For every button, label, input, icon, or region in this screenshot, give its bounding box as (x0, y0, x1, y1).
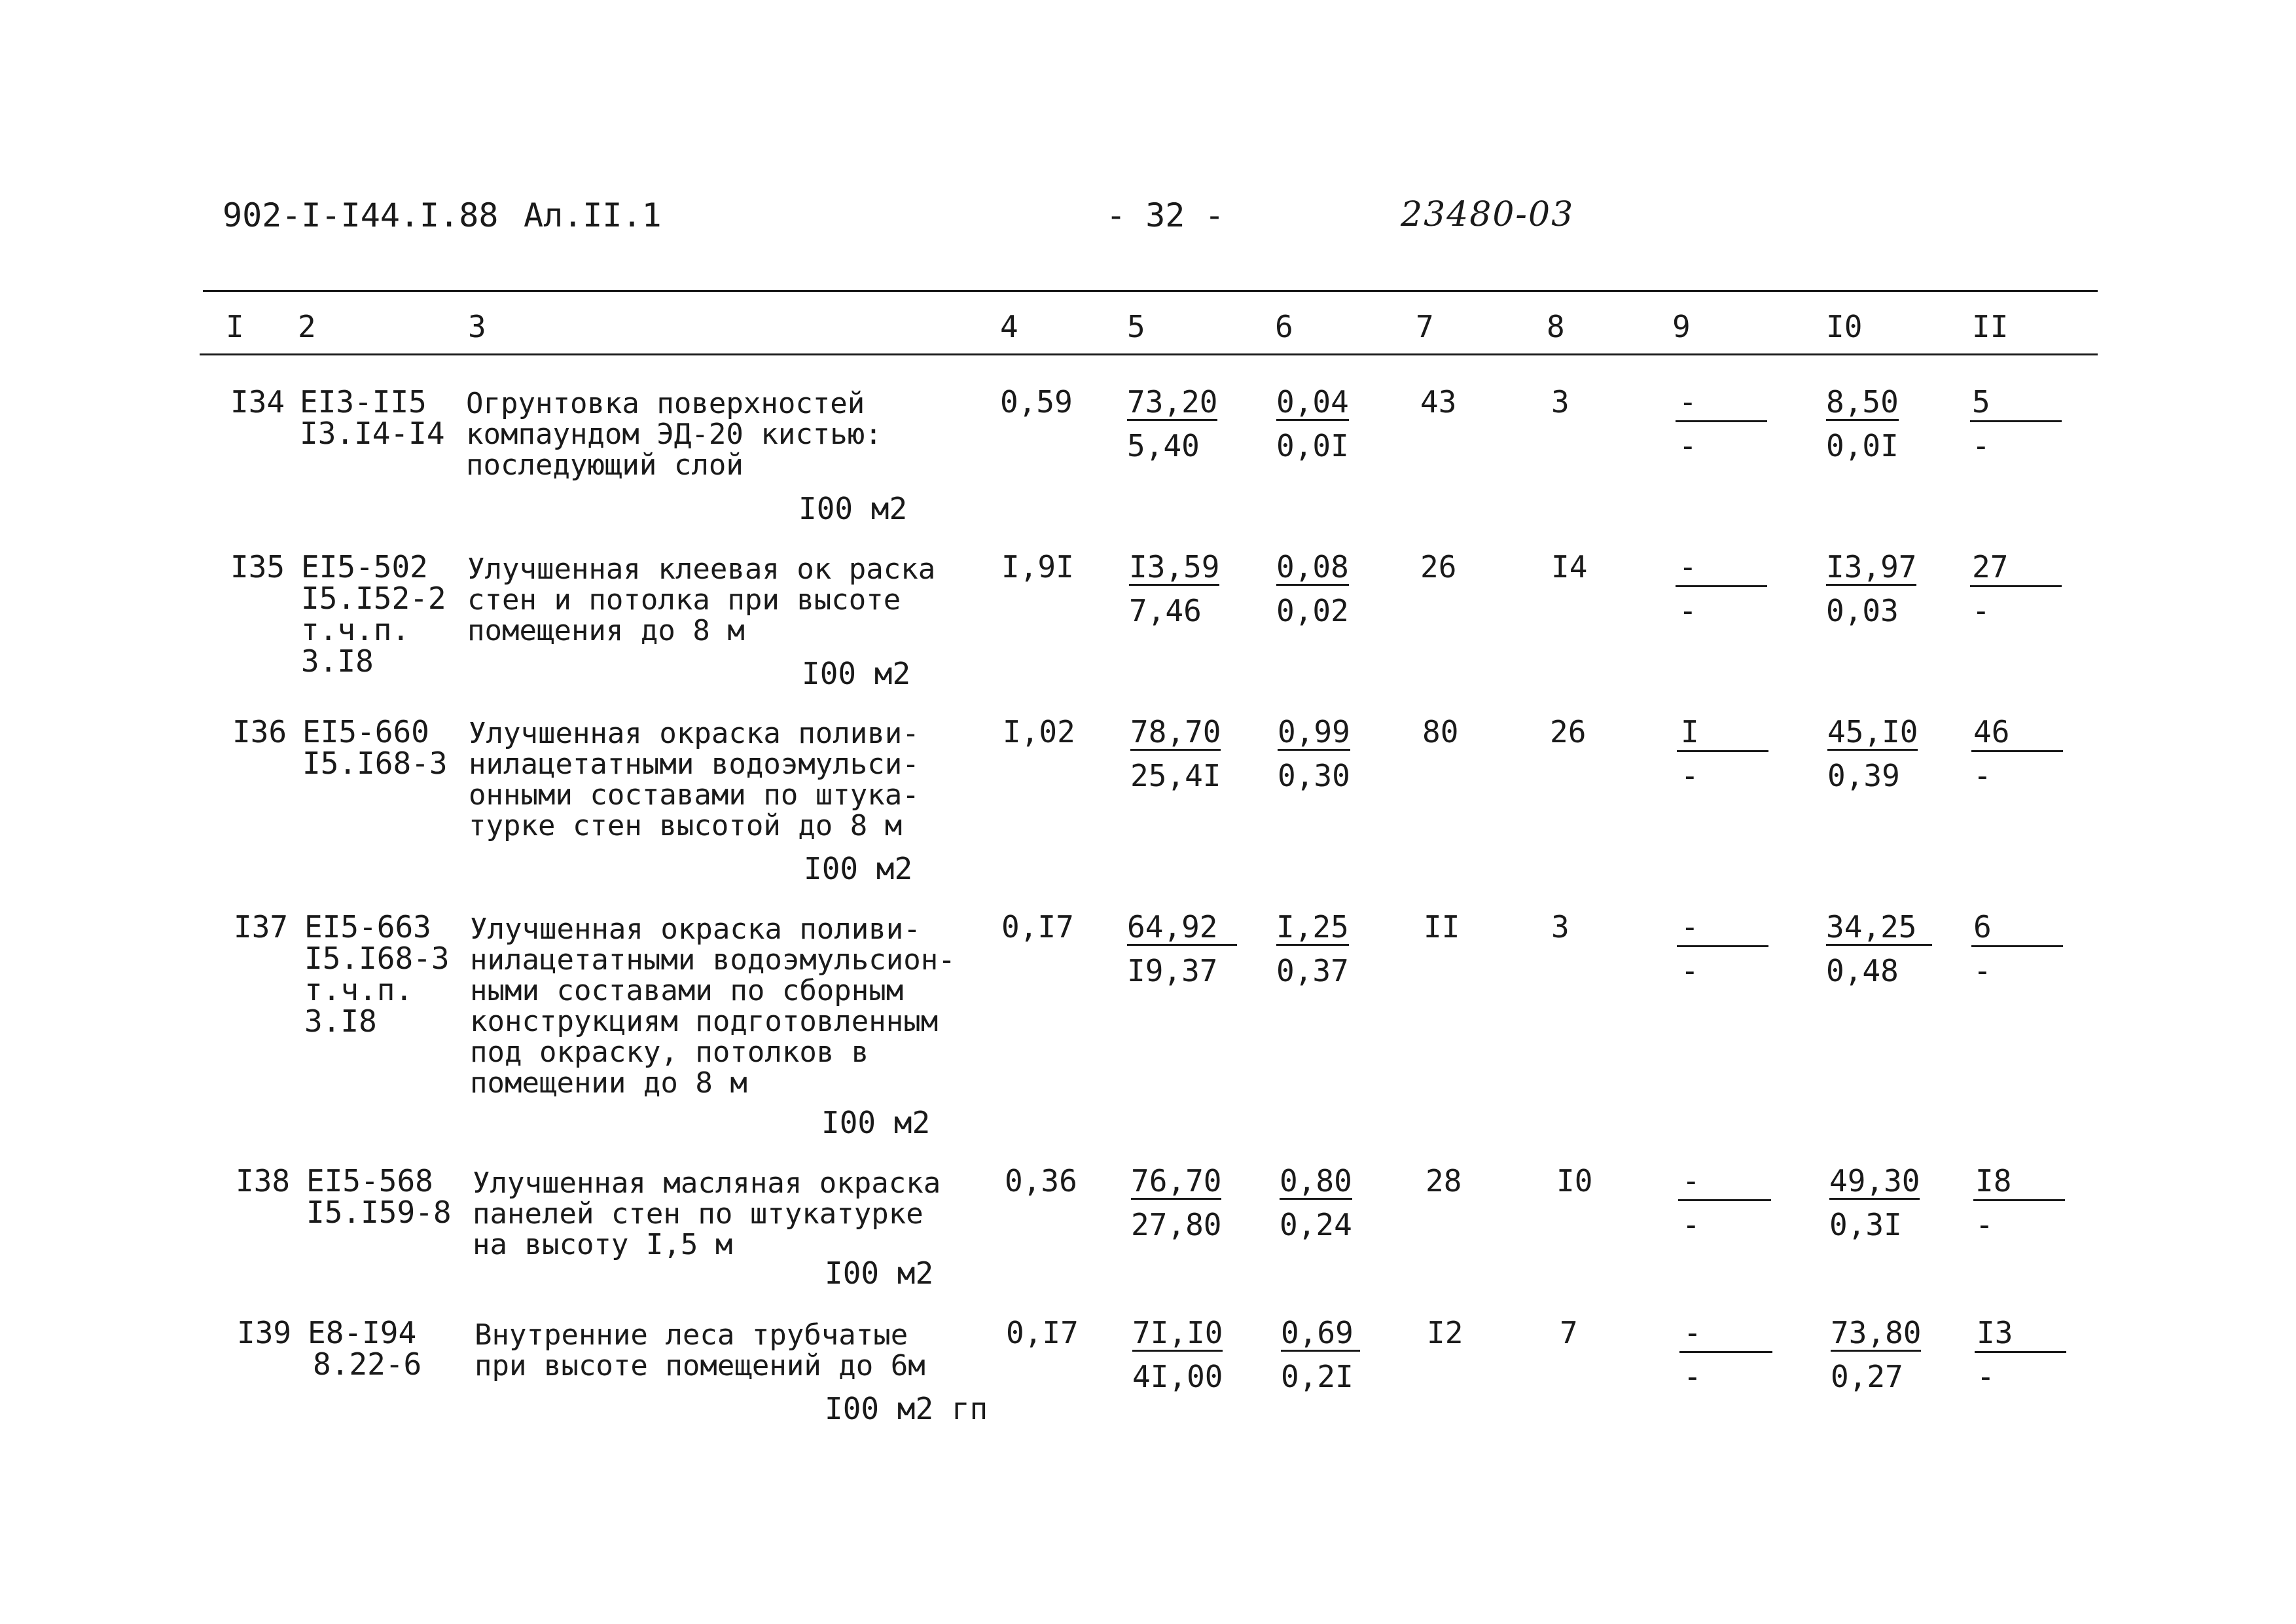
work-description: нилацетатными водоэмульсион- (470, 943, 956, 977)
work-description: компаундом ЭД-20 кистью: (466, 418, 882, 451)
norm-code: I3.I4-I4 (300, 416, 445, 451)
norm-code: EI5-502 (301, 549, 428, 585)
norm-code: EI5-568 (306, 1163, 433, 1199)
work-description: стен и потолка при высоте (467, 583, 901, 617)
col6-bottom: 0,24 (1280, 1207, 1352, 1242)
row-number: I38 (236, 1163, 291, 1199)
col11-top: I3 (1977, 1315, 2013, 1350)
col11-top: 46 (1973, 714, 2010, 749)
col4-value: 0,I7 (1001, 909, 1074, 945)
col4-value: I,9I (1001, 549, 1074, 585)
row-number: I37 (234, 909, 289, 945)
col5-top: I3,59 (1129, 549, 1220, 585)
work-description: при высоте помещений до 6м (475, 1349, 925, 1382)
col7-value: 43 (1420, 384, 1457, 420)
col9-bottom: - (1679, 593, 1697, 628)
col11-bottom: - (1975, 1207, 1994, 1242)
col9-rule (1677, 945, 1768, 947)
col10-bottom: 0,39 (1827, 758, 1900, 793)
col11-rule (1970, 585, 2062, 587)
col9-rule (1676, 420, 1767, 422)
work-description: нилацетатными водоэмульси- (469, 748, 920, 781)
col9-rule (1678, 1199, 1771, 1201)
col9-bottom: - (1679, 428, 1697, 463)
col9-bottom: - (1682, 1207, 1700, 1242)
col8-value: 26 (1550, 714, 1587, 749)
norm-code: I5.I52-2 (301, 581, 446, 616)
col7-value: I2 (1427, 1315, 1463, 1350)
measure-unit: I00 м2 (804, 851, 913, 886)
col5-bottom: 4I,00 (1132, 1359, 1223, 1394)
col6-top: 0,04 (1276, 384, 1349, 420)
col9-top: - (1683, 1315, 1702, 1350)
work-description: под окраску, потолков в (470, 1036, 869, 1069)
col7-value: II (1424, 909, 1460, 945)
measure-unit: I00 м2 (825, 1255, 934, 1291)
col5-top: 76,70 (1131, 1163, 1222, 1199)
col11-rule (1973, 1199, 2065, 1201)
measure-unit: I00 м2 гп (825, 1391, 988, 1426)
col10-top: I3,97 (1826, 549, 1917, 585)
work-description: Улучшенная масляная окраска (473, 1166, 941, 1200)
col11-bottom: - (1977, 1359, 1995, 1394)
work-description: на высоту I,5 м (473, 1228, 733, 1261)
measure-unit: I00 м2 (802, 656, 911, 691)
column-header: I (226, 309, 244, 344)
col4-value: 0,59 (1000, 384, 1073, 420)
work-description: Улучшенная окраска поливи- (469, 717, 920, 750)
measure-unit: I00 м2 (798, 491, 908, 526)
work-description: Внутренние леса трубчатые (475, 1318, 908, 1352)
col6-top: 0,69 (1281, 1317, 1360, 1352)
col5-bottom: 27,80 (1131, 1207, 1222, 1242)
norm-code: I5.I68-3 (302, 746, 448, 781)
col6-bottom: 0,37 (1276, 953, 1349, 988)
document-code: 902-I-I44.I.88 (223, 196, 499, 234)
col11-bottom: - (1972, 593, 1990, 628)
norm-code: I5.I68-3 (304, 941, 450, 976)
work-description: панелей стен по штукатурке (473, 1197, 924, 1231)
work-description: турке стен высотой до 8 м (469, 809, 903, 842)
column-header: 3 (468, 309, 486, 344)
col9-rule (1676, 585, 1767, 587)
col7-value: 80 (1422, 714, 1459, 749)
col8-value: 3 (1551, 384, 1570, 420)
measure-unit: I00 м2 (821, 1105, 931, 1140)
work-description: Улучшенная окраска поливи- (470, 912, 921, 946)
column-header: 2 (298, 309, 316, 344)
col8-value: I0 (1556, 1163, 1593, 1199)
norm-code: E8-I94 (308, 1315, 417, 1350)
norm-code: 8.22-6 (313, 1346, 422, 1382)
col5-top: 78,70 (1130, 714, 1221, 749)
work-description: ными составами по сборным (470, 974, 904, 1007)
col8-value: I4 (1551, 549, 1588, 585)
col10-top: 8,50 (1826, 384, 1899, 420)
work-description: Улучшенная клеевая ок раска (467, 552, 936, 586)
col9-bottom: - (1681, 953, 1699, 988)
page-number: - 32 - (1106, 196, 1225, 234)
col9-top: - (1681, 909, 1699, 945)
handwritten-stamp: 23480-03 (1401, 195, 1575, 234)
col10-top: 73,80 (1831, 1315, 1922, 1350)
work-description: последующий слой (466, 448, 744, 482)
row-number: I39 (237, 1315, 292, 1350)
col11-top: I8 (1975, 1163, 2012, 1199)
column-header: 4 (1000, 309, 1018, 344)
col11-rule (1971, 750, 2063, 752)
column-header: 9 (1672, 309, 1691, 344)
col9-top: - (1679, 384, 1697, 420)
norm-code: EI5-660 (302, 714, 429, 749)
col10-bottom: 0,3I (1829, 1207, 1902, 1242)
col6-top: I,25 (1276, 909, 1349, 945)
col10-bottom: 0,48 (1826, 953, 1899, 988)
col6-top: 0,80 (1280, 1163, 1352, 1199)
norm-code: EI3-II5 (300, 384, 427, 420)
column-header: 6 (1275, 309, 1293, 344)
norm-code: I5.I59-8 (306, 1195, 452, 1230)
col4-value: 0,36 (1005, 1163, 1077, 1199)
col6-bottom: 0,0I (1276, 428, 1349, 463)
col6-bottom: 0,30 (1278, 758, 1350, 793)
col6-top: 0,99 (1278, 714, 1350, 749)
work-description: онными составами по штука- (469, 778, 920, 812)
col5-bottom: 25,4I (1130, 758, 1221, 793)
col5-top: 7I,I0 (1132, 1315, 1223, 1350)
col10-top: 49,30 (1829, 1163, 1920, 1199)
norm-code: т.ч.п. (301, 612, 410, 647)
col4-value: 0,I7 (1006, 1315, 1079, 1350)
col11-top: 5 (1972, 384, 1990, 420)
row-number: I35 (230, 549, 285, 585)
column-header: I0 (1826, 309, 1863, 344)
work-description: помещении до 8 м (470, 1066, 747, 1100)
column-header: 7 (1416, 309, 1434, 344)
col11-bottom: - (1973, 758, 1992, 793)
col11-rule (1971, 945, 2063, 947)
norm-code: EI5-663 (304, 909, 431, 945)
col5-bottom: 5,40 (1127, 428, 1200, 463)
norm-code: 3.I8 (304, 1003, 377, 1039)
table-header-rule (200, 353, 2098, 355)
row-number: I34 (230, 384, 285, 420)
col9-top: - (1679, 549, 1697, 585)
col6-bottom: 0,02 (1276, 593, 1349, 628)
col10-bottom: 0,0I (1826, 428, 1899, 463)
col9-rule (1677, 750, 1768, 752)
work-description: помещения до 8 м (467, 614, 745, 647)
col11-rule (1970, 420, 2062, 422)
col7-value: 28 (1426, 1163, 1462, 1199)
work-description: конструкциям подготовленным (470, 1005, 939, 1038)
col11-bottom: - (1972, 428, 1990, 463)
col7-value: 26 (1420, 549, 1457, 585)
col8-value: 3 (1551, 909, 1570, 945)
col5-top: 73,20 (1127, 384, 1218, 420)
col10-top: 45,I0 (1827, 714, 1918, 749)
norm-code: т.ч.п. (304, 972, 414, 1007)
col6-top: 0,08 (1276, 549, 1349, 585)
col11-bottom: - (1973, 953, 1992, 988)
column-header: 8 (1547, 309, 1565, 344)
col9-top: - (1682, 1163, 1700, 1199)
norm-code: 3.I8 (301, 643, 374, 679)
col5-top: 64,92 (1127, 911, 1237, 946)
col8-value: 7 (1560, 1315, 1578, 1350)
col9-top: I (1681, 714, 1699, 749)
col11-rule (1975, 1351, 2066, 1353)
col6-bottom: 0,2I (1281, 1359, 1354, 1394)
col11-top: 6 (1973, 909, 1992, 945)
col5-bottom: 7,46 (1129, 593, 1202, 628)
table-top-rule (203, 290, 2098, 292)
column-header: 5 (1127, 309, 1145, 344)
col9-bottom: - (1681, 758, 1699, 793)
col5-bottom: I9,37 (1127, 953, 1218, 988)
col10-bottom: 0,27 (1831, 1359, 1903, 1394)
col9-bottom: - (1683, 1359, 1702, 1394)
album-number: Ал.II.1 (524, 196, 662, 234)
col11-top: 27 (1972, 549, 2009, 585)
column-header: II (1972, 309, 2009, 344)
work-description: Огрунтовка поверхностей (466, 387, 865, 420)
row-number: I36 (232, 714, 287, 749)
col10-top: 34,25 (1826, 911, 1932, 946)
col4-value: I,02 (1003, 714, 1075, 749)
col10-bottom: 0,03 (1826, 593, 1899, 628)
col9-rule (1679, 1351, 1772, 1353)
